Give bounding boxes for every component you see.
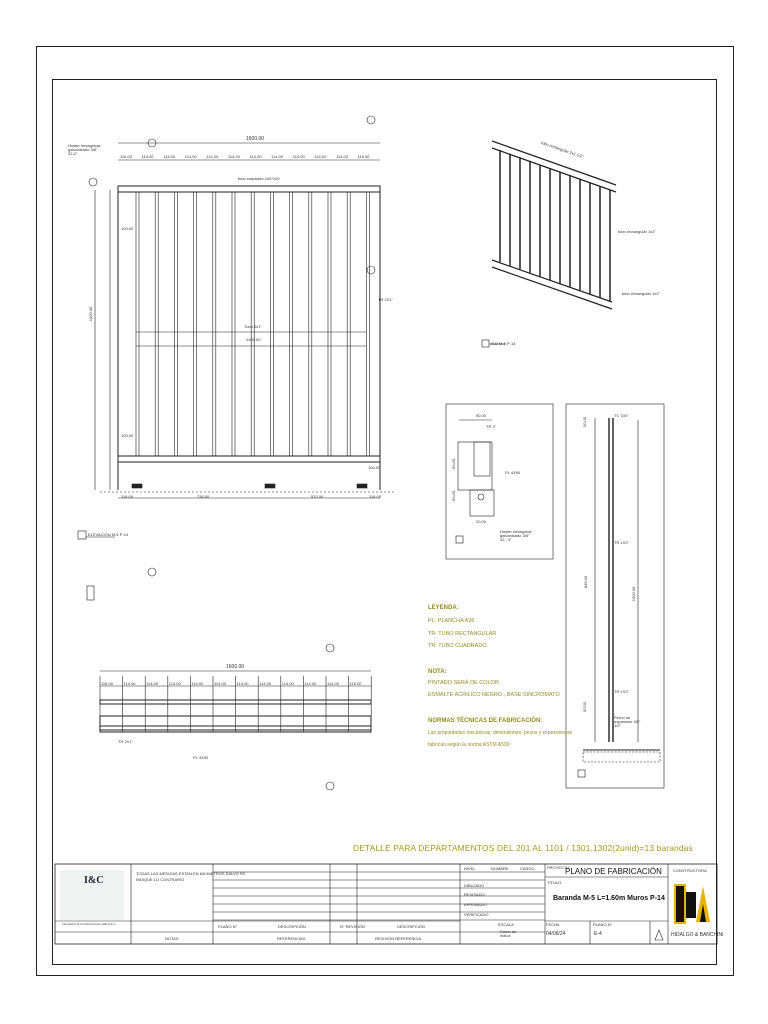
col-revision-referencia: REVISIÓN REFERENCIA — [375, 936, 422, 941]
plano-label: PLANO N° — [593, 922, 613, 927]
role-verificado: VERIFICADO — [464, 912, 489, 917]
spacing-dim: 114.00 — [146, 681, 159, 686]
role-dibujado: DIBUJADO — [464, 883, 485, 888]
iso-rail-label-2: tubo rectangular 1x2" — [622, 291, 660, 296]
section-dim-4: 20.00 — [476, 519, 487, 524]
plan-label-tr: TR 2X1" — [118, 739, 133, 744]
spacing-dim: 114.00 — [141, 154, 154, 159]
iso-scale-note: ISO M-5 P-14 — [491, 341, 516, 346]
spacing-dim: 114.00 — [259, 681, 272, 686]
legend-item-3: TR: TUBO CUADRADO — [428, 643, 487, 649]
spacing-dim: 114.00 — [314, 154, 327, 159]
bottom-rail — [118, 456, 380, 462]
spacing-dim: 114.00 — [249, 154, 262, 159]
side-dim-2: 849.00 — [583, 575, 589, 589]
elevation-bottom-dim-2: 736.00 — [197, 494, 210, 499]
elevation-bottom-dim-1: 116.00 — [121, 494, 133, 499]
elevation-mid-rail-dim: 1300.00 — [246, 337, 261, 342]
spacing-dim: 114.00 — [236, 681, 249, 686]
side-dim-4: 50.00 — [582, 701, 588, 713]
baluster — [290, 192, 293, 456]
spacing-dim: 114.00 — [271, 154, 284, 159]
col-plano: PLANO N° — [218, 924, 238, 929]
spacing-dim: 114.00 — [214, 681, 226, 686]
norms-item-1: Las propiedades mecánicas, dimensiones, pesos y espesores se — [428, 730, 573, 736]
spacing-dim: 114.00 — [163, 154, 176, 159]
norms-title: NORMAS TÉCNICAS DE FABRICACIÓN: — [428, 718, 543, 724]
spacing-dim: 114.00 — [206, 154, 219, 159]
baluster — [174, 192, 177, 456]
company-logo-sub: Innovación & Construcciones Hall S.A.C. — [62, 922, 117, 926]
spacing-dim: 116.00 — [120, 154, 132, 159]
col-nivel: NIVEL — [464, 866, 476, 871]
col-descripcion: DESCRIPCIÓN — [278, 924, 306, 929]
note-title: NOTA: — [428, 669, 447, 675]
baluster — [232, 192, 235, 456]
spacing-dim: 116.00 — [357, 154, 370, 159]
note-item-2: ESMALTE ACRILICO NEGRO , BASE SINCROMATO — [428, 692, 560, 698]
spacing-dim: 114.00 — [168, 681, 181, 686]
elevation-bottom-dim-3: 570.00 — [311, 494, 324, 499]
baluster — [347, 192, 350, 456]
col-notas: NOTAS — [165, 936, 179, 941]
iso-top-label: tubo rectangular 2x1 1/2" — [540, 139, 585, 160]
spacing-dim: 114.00 — [228, 154, 240, 159]
section-label-2: TR 2" — [486, 424, 497, 429]
spacing-dim: 114.00 — [336, 154, 348, 159]
note-item-1: PINTADO SERÁ DE COLOR — [428, 680, 499, 686]
col-revision: N° REVISIÓN — [340, 924, 365, 929]
elevation-mid-tube-label: Tubo 2x1" — [244, 324, 262, 329]
spacing-dim: 114.00 — [292, 154, 305, 159]
role-aprobado: APROBADO — [464, 902, 487, 907]
section-dim-1: 50.00 — [476, 413, 487, 418]
elevation-height-dim: 1000.00 — [88, 306, 94, 322]
escala-value: Como se indica — [500, 929, 517, 938]
norms-item-2: fabrican según la norma ASTM A500 — [428, 742, 510, 748]
spacing-dim: 114.00 — [184, 154, 197, 159]
spacing-dim: 114.00 — [327, 681, 339, 686]
escala-label: ESCALA — [498, 922, 514, 927]
side-dim-3: 1000.00 — [631, 586, 637, 602]
spacing-dim: 114.00 — [304, 681, 317, 686]
spacing-dim: 116.00 — [101, 681, 113, 686]
spacing-dim: 114.00 — [281, 681, 294, 686]
notes-text-2: INDIQUE LO CONTRARIO — [136, 877, 185, 882]
col-referencias: REFERENCIAS — [277, 936, 306, 941]
fecha-value: 04/08/24 — [546, 931, 566, 937]
section-label-1: PL 4X90 — [505, 470, 521, 475]
legend-item-1: PL: PLANCHA A36 — [428, 618, 475, 624]
piece-label: TITULO — [547, 880, 562, 885]
detail-title: DETALLE PARA DEPARTAMENTOS DEL 201 AL 1101 / 1301,1302(2unid)=13 barandas — [353, 843, 693, 853]
baluster — [213, 192, 216, 456]
baluster — [194, 192, 197, 456]
sheet-type: PLANO DE FABRICACIÓN — [565, 867, 662, 876]
spacing-dim: 116.00 — [349, 681, 362, 686]
legend-title: LEYENDA: — [428, 605, 459, 611]
section-label-3: Hoster hexagonal galvanizado 3/8" 42 - 4" — [500, 529, 532, 542]
plan-label-pl: PL 4X90 — [193, 755, 209, 760]
side-dim-1: 50.00 — [582, 416, 588, 428]
elevation-hinge-note: Hoster hexagonas galvanizado 3/8" 32-2" — [68, 143, 101, 156]
side-label-3: TR 1X2" — [614, 689, 629, 694]
col-descripcion-2: DESCRIPCIÓN — [397, 924, 425, 929]
side-label-1: TC 100" — [614, 413, 629, 418]
plano-value: E-4 — [594, 931, 602, 937]
baluster — [328, 192, 331, 456]
elevation-top-tube-label: tubo cuadrado 100*100 — [238, 176, 280, 181]
spacing-dim: 114.00 — [191, 681, 204, 686]
elevation-side-dim-1: 100.00 — [121, 226, 134, 231]
baluster — [155, 192, 158, 456]
elevation-tr-label: TR 2X1" — [378, 297, 393, 302]
side-detail-box — [566, 404, 664, 788]
contractor-label: CONSTRUCTORA — [673, 868, 707, 873]
baluster — [136, 192, 139, 456]
legend-item-2: TR: TUBO RECTANGULAR — [428, 631, 497, 637]
baluster — [309, 192, 312, 456]
iso-rail-label-1: tubo rectangular 1x2" — [618, 229, 656, 234]
spacing-dim: 114.00 — [123, 681, 136, 686]
col-cargo: CARGO — [520, 866, 535, 871]
elevation-side-dim-3: 100.00 — [368, 465, 381, 470]
company-logo-text: I&C — [84, 875, 104, 886]
elevation-scale-note: ELEVACION M-5 P-14 — [88, 532, 129, 537]
contractor-name: HIDALGO & BANCHINI — [671, 932, 724, 938]
elevation-bottom-dim-4: 116.00 — [369, 494, 381, 499]
baluster — [366, 192, 369, 456]
contractor-logo — [672, 878, 712, 930]
elevation-overall-dim: 1600.00 — [246, 136, 265, 142]
plan-overall-dim: 1600.00 — [226, 664, 245, 670]
side-label-4: Perno de expansion 3/8" 1/2" — [614, 715, 641, 728]
project-label: PROYECTO — [547, 865, 570, 870]
section-dim-2: 50.00 — [451, 458, 457, 470]
side-label-2: TR 1X2" — [614, 540, 629, 545]
baluster — [270, 192, 273, 456]
fecha-label: FECHA — [546, 922, 560, 927]
piece-name: Baranda M-5 L=1.60m Muros P-14 — [553, 895, 665, 902]
top-rail — [118, 186, 380, 192]
elevation-side-dim-2: 100.00 — [121, 433, 134, 438]
section-dim-3: 50.00 — [451, 490, 457, 502]
col-nombre: NOMBRE — [491, 866, 509, 871]
role-revisado: REVISADO — [464, 892, 485, 897]
notes-text-1: TODAS LAS MEDIDAS ESTAN EN MILIMETROS SALVO SE — [136, 871, 246, 876]
